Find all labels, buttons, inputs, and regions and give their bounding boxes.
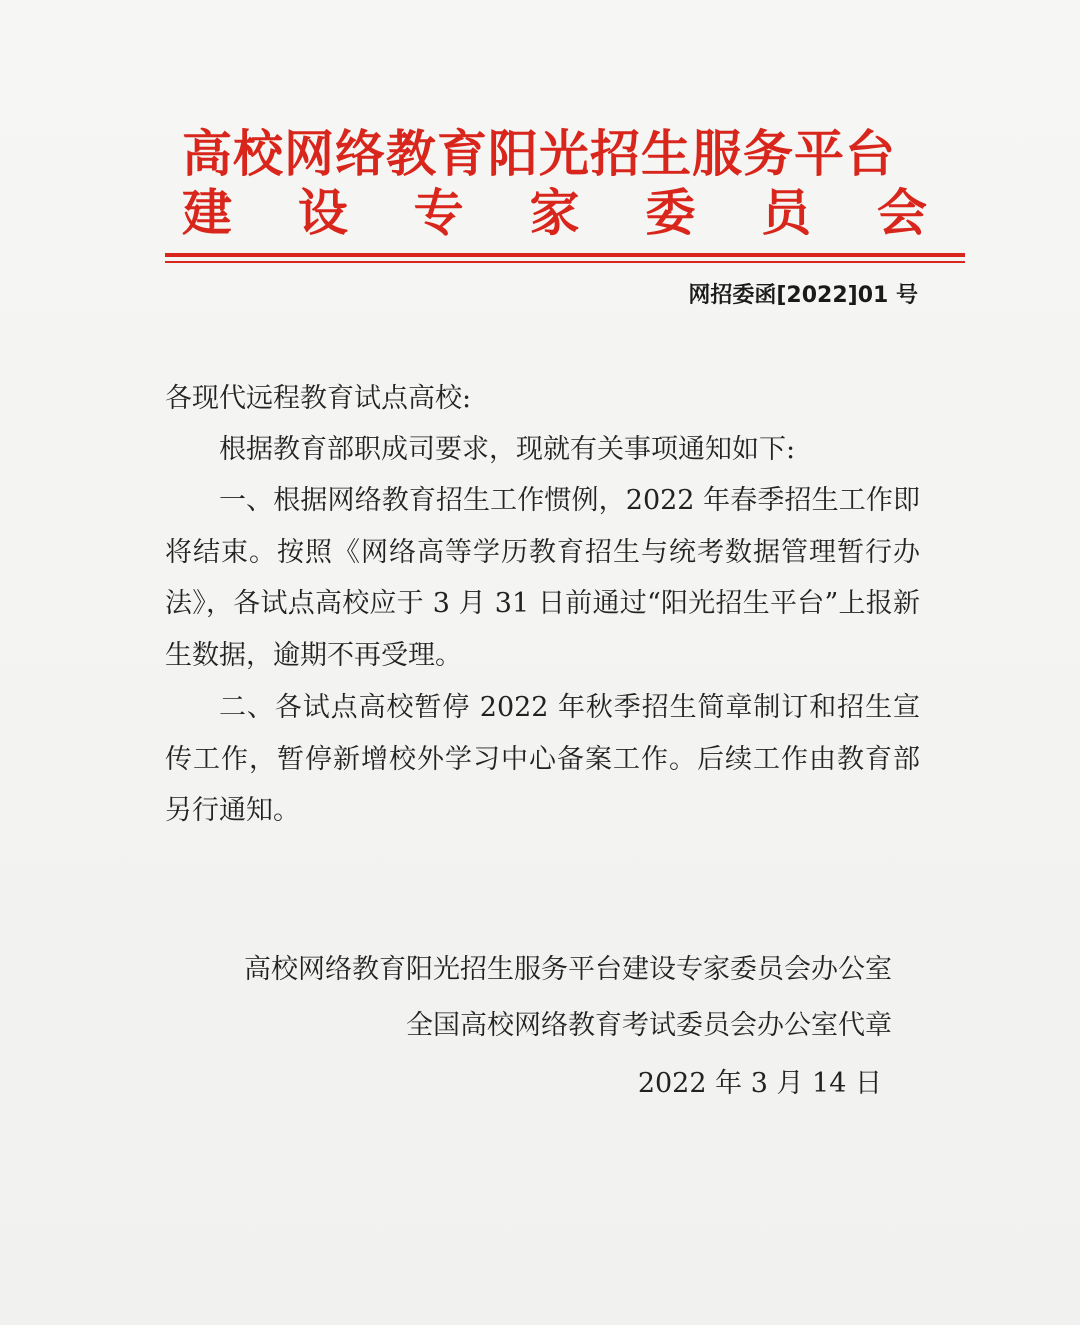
paragraph-item-one: 一、根据网络教育招生工作惯例，2022 年春季招生工作即将结束。按照《网络高等学历教育招生与统考数据管理暂行办法》，各试点高校应于 3 月 31 日前通过“阳光招生平台”上报新生数据，逾期不再受理。: [165, 485, 920, 671]
signature-org-primary: 高校网络教育阳光招生服务平台建设专家委员会办公室: [244, 954, 892, 985]
letterhead-subtitle-char: 家: [529, 184, 580, 242]
paragraph-item-two: 二、各试点高校暂停 2022 年秋季招生简章制订和招生宣传工作，暂停新增校外学习中心备案工作。后续工作由教育部另行通知。: [165, 692, 920, 826]
letterhead-subtitle-char: 建: [182, 184, 232, 242]
signature-date: 2022 年 3 月 14 日: [637, 1068, 882, 1099]
paragraph-intro: 根据教育部职成司要求，现就有关事项通知如下:: [219, 434, 796, 465]
letterhead-subtitle-char: 会: [876, 184, 927, 242]
salutation: 各现代远程教育试点高校:: [165, 383, 472, 414]
letterhead-subtitle-char: 设: [297, 184, 348, 242]
document-number: 网招委函[2022]01 号: [688, 283, 918, 308]
letterhead-title: 高校网络教育阳光招生服务平台: [182, 125, 896, 183]
signature-org-secondary: 全国高校网络教育考试委员会办公室代章: [406, 1010, 892, 1041]
letterhead-divider-thick: [165, 253, 965, 257]
letterhead-subtitle-char: 专: [413, 184, 464, 242]
letterhead-subtitle: [182, 182, 927, 244]
letterhead-divider-thin: [165, 261, 965, 263]
letterhead-subtitle-char: 员: [761, 184, 812, 242]
letterhead-subtitle-char: 委: [645, 184, 696, 242]
